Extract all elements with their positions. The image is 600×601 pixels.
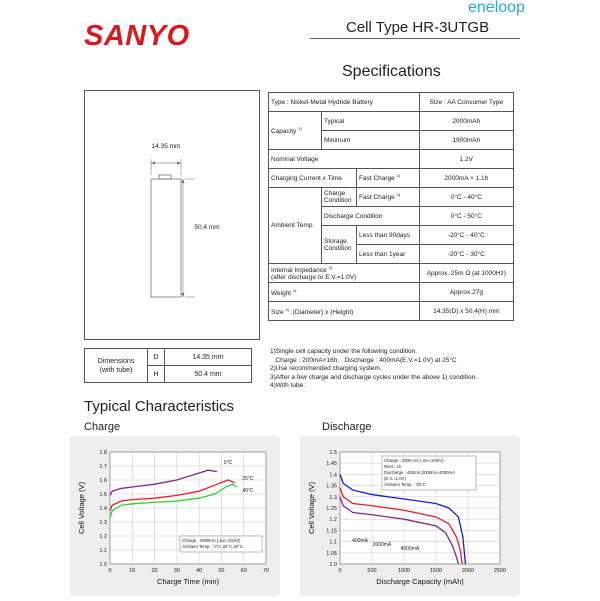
size-note: 4) (285, 306, 290, 312)
discharge-title: Discharge (322, 421, 372, 433)
height-dim-label: 50.4 mm (194, 224, 220, 231)
x-tick-label: 1500 (429, 568, 443, 574)
info-line: (E.V.=1.0V) (384, 476, 406, 481)
spec-impedance (269, 264, 420, 283)
info-line: Ambient Temp. : 0°C,25°C,40°C (182, 544, 243, 549)
note-1b: Charge : 200mA×16h, Discharge : 400mA(E.V.=1.0V) at 25°C (270, 356, 457, 364)
y-tick-label: 1.4 (329, 472, 337, 479)
y-tick-label: 1.2 (329, 517, 337, 524)
x-tick-label: 1000 (397, 568, 411, 574)
impedance-sub: (after discharge to E.V.=1.0V) (271, 274, 357, 282)
impedance-label: Internal Impedance (271, 267, 327, 275)
spec-typical-value: 2000mAh (419, 112, 513, 131)
dim-h-key: H (148, 366, 165, 383)
y-tick-label: 1.3 (99, 520, 107, 526)
y-tick-label: 1.6 (99, 478, 107, 484)
series-label: 25°C (242, 476, 254, 482)
spec-fast-charge-2 (357, 188, 420, 207)
spec-table (268, 92, 514, 321)
x-tick-label: 40 (196, 568, 203, 574)
spec-less-1year: Less than 1year (357, 245, 420, 264)
info-line: Charge : 2000mA (-ΔV=10mV) (182, 538, 241, 543)
eneloop-logo: eneloop (468, 0, 525, 16)
x-tick-label: 0 (108, 568, 112, 574)
weight-label: Weight (271, 289, 292, 297)
table-row (269, 112, 514, 131)
sanyo-logo: SANYO (84, 20, 190, 52)
spec-type: Type : Nickel-Metal Hydride Battery (269, 93, 420, 112)
spec-ambient: Ambient Temp. (269, 188, 322, 264)
y-tick-label: 1.7 (99, 464, 107, 470)
series-label: 0°C (223, 460, 233, 466)
width-dim-label: 14.35 mm (151, 143, 181, 150)
fast-charge-note: 2) (396, 173, 401, 179)
x-tick-label: 30 (173, 568, 180, 574)
x-tick-label: 20 (151, 568, 158, 574)
spec-nominal: Nominal Voltage (269, 150, 420, 169)
dimensions-table (84, 348, 252, 383)
x-tick-label: 10 (129, 568, 136, 574)
table-row (269, 150, 514, 169)
y-tick-label: 1.25 (326, 506, 337, 512)
table-row (269, 188, 514, 207)
dimensions-label (85, 349, 148, 383)
spec-notes (270, 348, 477, 391)
series-label: 400mA (352, 538, 368, 544)
capacity-note: 1) (298, 125, 302, 131)
x-tick-label: 70 (262, 568, 270, 574)
spec-capacity (269, 112, 322, 150)
table-row (269, 93, 514, 112)
x-tick-label: 60 (240, 568, 247, 574)
specifications-title: Specifications (342, 63, 441, 80)
y-axis-label: Cell Voltage (V) (77, 481, 86, 535)
fast-charge-2-label: Fast Charge (359, 194, 395, 202)
size-label: Size (271, 308, 284, 316)
dimensions-label-sub: (with tube) (99, 366, 133, 374)
spec-typical: Typical (322, 112, 420, 131)
spec-charge-temp: 0°C - 40°C (419, 188, 513, 207)
spec-storage-1y-temp: -20°C - 30°C (419, 245, 513, 264)
dim-h-value: 50.4 mm (165, 366, 252, 383)
note-3: 3)After a few charge and discharge cycles under the above 1) condition. (270, 373, 478, 381)
y-tick-label: 1.05 (326, 550, 337, 557)
table-row (269, 302, 514, 321)
note-2: 2)Use recommended charging system. (270, 365, 382, 372)
spec-fast-charge (357, 169, 420, 188)
x-tick-label: 2500 (493, 568, 507, 574)
note-4: 4)With tube. (270, 382, 306, 389)
spec-discharge-temp: 0°C - 50°C (419, 207, 513, 226)
header-rule (310, 38, 520, 39)
x-tick-label: 50 (218, 568, 225, 574)
charge-title: Charge (84, 421, 121, 433)
table-row (269, 169, 514, 188)
charge-chart-panel (70, 436, 280, 596)
impedance-note: 3) (328, 265, 333, 270)
x-tick-label: 0 (338, 568, 342, 574)
typical-characteristics-title: Typical Characteristics (84, 398, 235, 415)
spec-minimum-value: 1900mAh (419, 131, 513, 150)
discharge-chart (300, 436, 520, 596)
x-tick-label: 2000 (461, 568, 475, 574)
battery-drawing (85, 91, 261, 341)
y-axis-label: Cell Voltage (V) (307, 481, 316, 535)
y-tick-label: 1.35 (326, 483, 337, 490)
y-tick-label: 1.1 (329, 539, 337, 546)
battery-terminal (159, 175, 171, 179)
y-tick-label: 1.1 (99, 548, 107, 554)
spec-charge-condition: Charge Condition (322, 188, 357, 207)
size-sub: :(Diameter) x (Height) (290, 308, 354, 316)
spec-size (269, 302, 420, 321)
spec-discharge-condition: Discharge Condition (322, 207, 420, 226)
y-tick-label: 1.45 (326, 461, 337, 468)
dim-d-key: D (148, 349, 165, 366)
spec-nominal-value: 1.2V (419, 150, 513, 169)
fast-charge-2-note: 2) (396, 192, 401, 198)
spec-storage-condition: Storage Condition (322, 226, 357, 264)
spec-fast-charge-value: 2000mA × 1.1h (419, 169, 513, 188)
spec-weight-value: Approx.27g (419, 283, 513, 302)
series-label: 40°C (242, 488, 254, 494)
battery-outline (151, 179, 181, 297)
x-axis-label: Discharge Capacity (mAh) (376, 577, 464, 586)
info-line: Discharge : 400mA,2000mA,4000mA (384, 470, 455, 475)
y-tick-label: 1.5 (99, 492, 107, 498)
discharge-chart-panel (300, 436, 520, 596)
y-tick-label: 1.0 (329, 562, 337, 568)
series-label: 4000mA (400, 546, 420, 552)
y-tick-label: 1.5 (329, 450, 337, 456)
info-line: Ambient Temp. : 25°C (384, 482, 426, 487)
info-line: Rest : 1h (384, 464, 402, 469)
cell-type-title: Cell Type HR-3UTGB (346, 19, 490, 36)
series-label: 2000mA (372, 542, 392, 548)
spec-size-value: 14.35(D) x 50.4(H) mm (419, 302, 513, 321)
spec-minimum: Minimum (322, 131, 420, 150)
y-tick-label: 1.0 (99, 562, 107, 568)
dim-d-value: 14.35 mm (165, 349, 252, 366)
spec-weight (269, 283, 420, 302)
spec-size-type: Size : AA Consumer Type (419, 93, 513, 112)
fast-charge-label: Fast Charge (359, 175, 395, 183)
spec-storage-90-temp: -20°C - 40°C (419, 226, 513, 245)
y-tick-label: 1.8 (99, 450, 107, 456)
spec-impedance-value: Approx. 25m Ω (at 1000Hz) (419, 264, 513, 283)
y-tick-label: 1.4 (99, 506, 107, 512)
y-tick-label: 1.3 (329, 494, 337, 501)
spec-less-90days: Less than 90days (357, 226, 420, 245)
x-tick-label: 500 (367, 568, 377, 574)
note-1: 1)Single cell capacity under the following condition. (270, 348, 418, 355)
info-line: Charge : 2000 mA (-ΔV=10mV) (384, 458, 444, 463)
charge-chart (70, 436, 280, 596)
weight-note: 4) (292, 287, 297, 293)
table-row (269, 264, 514, 283)
battery-drawing-box (84, 90, 260, 340)
capacity-label: Capacity (271, 128, 297, 136)
x-axis-label: Charge Time (min) (156, 577, 220, 586)
y-tick-label: 1.15 (326, 528, 337, 535)
table-row (269, 283, 514, 302)
y-tick-label: 1.2 (99, 534, 107, 540)
dimensions-label-text: Dimensions (97, 357, 135, 365)
spec-charging: Charging Current x Time (269, 169, 357, 188)
